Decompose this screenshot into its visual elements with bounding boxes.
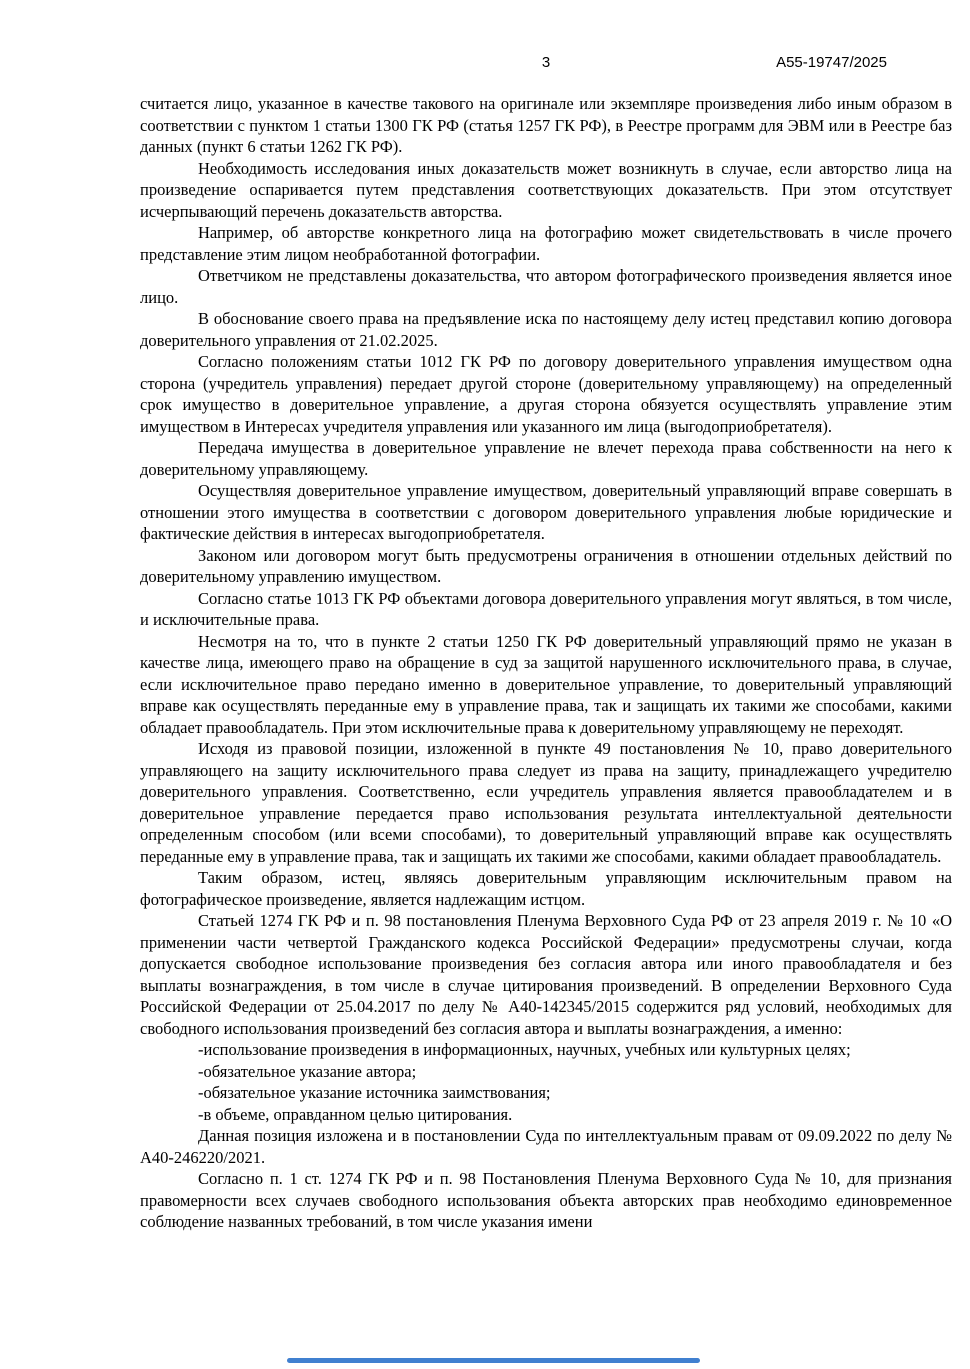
list-item-citation-condition: -обязательное указание автора; xyxy=(198,1061,417,1081)
paragraph: Данная позиция изложена и в постановлении Суда по интеллектуальным правам от 09.09.2022 по делу № А40-246220/2021. xyxy=(140,1126,952,1167)
paragraph: Передача имущества в доверительное управление не влечет перехода права собственности на него к доверительному управляющему. xyxy=(140,438,952,479)
paragraph: Статьей 1274 ГК РФ и п. 98 постановления Пленума Верховного Суда РФ от 23 апреля 2019 г. № 10 «О применении части четвертой Гражданского кодекса Российской Федерации» предусмотрены случаи, когда допускается свободное использование произведения без согласия автора или иного правообладателя и без выплаты вознаграждения, в том числе в случае цитирования произведений. В определении Верховного Суда Российской Федерации от 25.04.2017 по делу № А40-142345/2015 содержится ряд условий, необходимых для свободного использования произведений без согласия автора и выплаты вознаграждения, а именно: xyxy=(140,911,952,1038)
paragraph: Законом или договором могут быть предусмотрены ограничения в отношении отдельных действий по доверительному управлению имуществом. xyxy=(140,545,952,586)
paragraph: Согласно п. 1 ст. 1274 ГК РФ и п. 98 Постановления Пленума Верховного Суда № 10, для признания правомерности всех случаев свободного использования объекта авторских прав необходимо единовременное соблюдение названных требований, в том числе указания имени xyxy=(140,1169,952,1231)
page-number: 3 xyxy=(541,54,551,71)
paragraph: считается лицо, указанное в качестве такового на оригинале или экземпляре произведения либо иным образом в соответствии с пунктом 1 статьи 1300 ГК РФ (статья 1257 ГК РФ), в Реестре программ для ЭВМ или в Реестре баз данных (пункт 6 статьи 1262 ГК РФ). xyxy=(140,94,952,156)
paragraph: Исходя из правовой позиции, изложенной в пункте 49 постановления № 10, право доверительного управляющего на защиту исключительного права следует из права на защиту, принадлежащего учредителю доверительного управления. Соответственно, если учредитель управления является правообладателем и в доверительное управление передается право использования результата интеллектуальной деятельности определенным способом (или всеми способами), то доверительный управляющий вправе как осуществлять переданные ему в управление права, так и защищать их такими же способами, какими обладает правообладатель. xyxy=(140,739,952,866)
paragraph: Например, об авторстве конкретного лица на фотографию может свидетельствовать в числе прочего представление этим лицом необработанной фотографии. xyxy=(140,223,952,264)
paragraph: Согласно положениям статьи 1012 ГК РФ по договору доверительного управления имуществом одна сторона (учредитель управления) передает другой стороне (доверительному управляющему) на определенный срок имущество в доверительное управление, а другая сторона обязуется осуществлять управление этим имуществом в Интересах учредителя управления или указанного им лица (выгодоприобретателя). xyxy=(140,352,952,436)
paragraph: В обоснование своего права на предъявление иска по настоящему делу истец представил копию договора доверительного управления от 21.02.2025. xyxy=(140,309,952,350)
horizontal-scrollbar-thumb[interactable] xyxy=(287,1358,700,1363)
case-number: А55-19747/2025 xyxy=(776,54,887,71)
paragraph: Таким образом, истец, являясь доверительным управляющим исключительным правом на фотографическое произведение, является надлежащим истцом. xyxy=(140,868,952,909)
paragraph: Согласно статье 1013 ГК РФ объектами договора доверительного управления могут являться, в том числе, и исключительные права. xyxy=(140,588,952,629)
paragraph: Необходимость исследования иных доказательств может возникнуть в случае, если авторство лица на произведение оспаривается путем представления соответствующих доказательств. При этом отсутствует исчерпывающий перечень доказательств авторства. xyxy=(140,158,952,221)
list-item-citation-condition: -в объеме, оправданном целью цитирования. xyxy=(198,1104,513,1124)
document-body xyxy=(140,93,952,1233)
list-item-citation-condition: -обязательное указание источника заимствования; xyxy=(198,1083,551,1102)
paragraph: Ответчиком не представлены доказательства, что автором фотографического произведения является иное лицо. xyxy=(140,266,952,307)
paragraph: Осуществляя доверительное управление имуществом, доверительный управляющий вправе совершать в отношении этого имущества в соответствии с договором доверительного управления любые юридические и фактические действия в интересах выгодоприобретателя. xyxy=(140,481,952,543)
paragraph: Несмотря на то, что в пункте 2 статьи 1250 ГК РФ доверительный управляющий прямо не указан в качестве лица, имеющего право на обращение в суд за защитой нарушенного исключительного права, в случае, если исключительное право передано именно в доверительное управление, то доверительный управляющий вправе как осуществлять переданные ему в управление права, так и защищать их такими же способами, какими обладает правообладатель. При этом исключительные права к доверительному управляющему не переходят. xyxy=(140,631,952,737)
list-item-citation-condition: -использование произведения в информационных, научных, учебных или культурных целях; xyxy=(198,1040,851,1059)
